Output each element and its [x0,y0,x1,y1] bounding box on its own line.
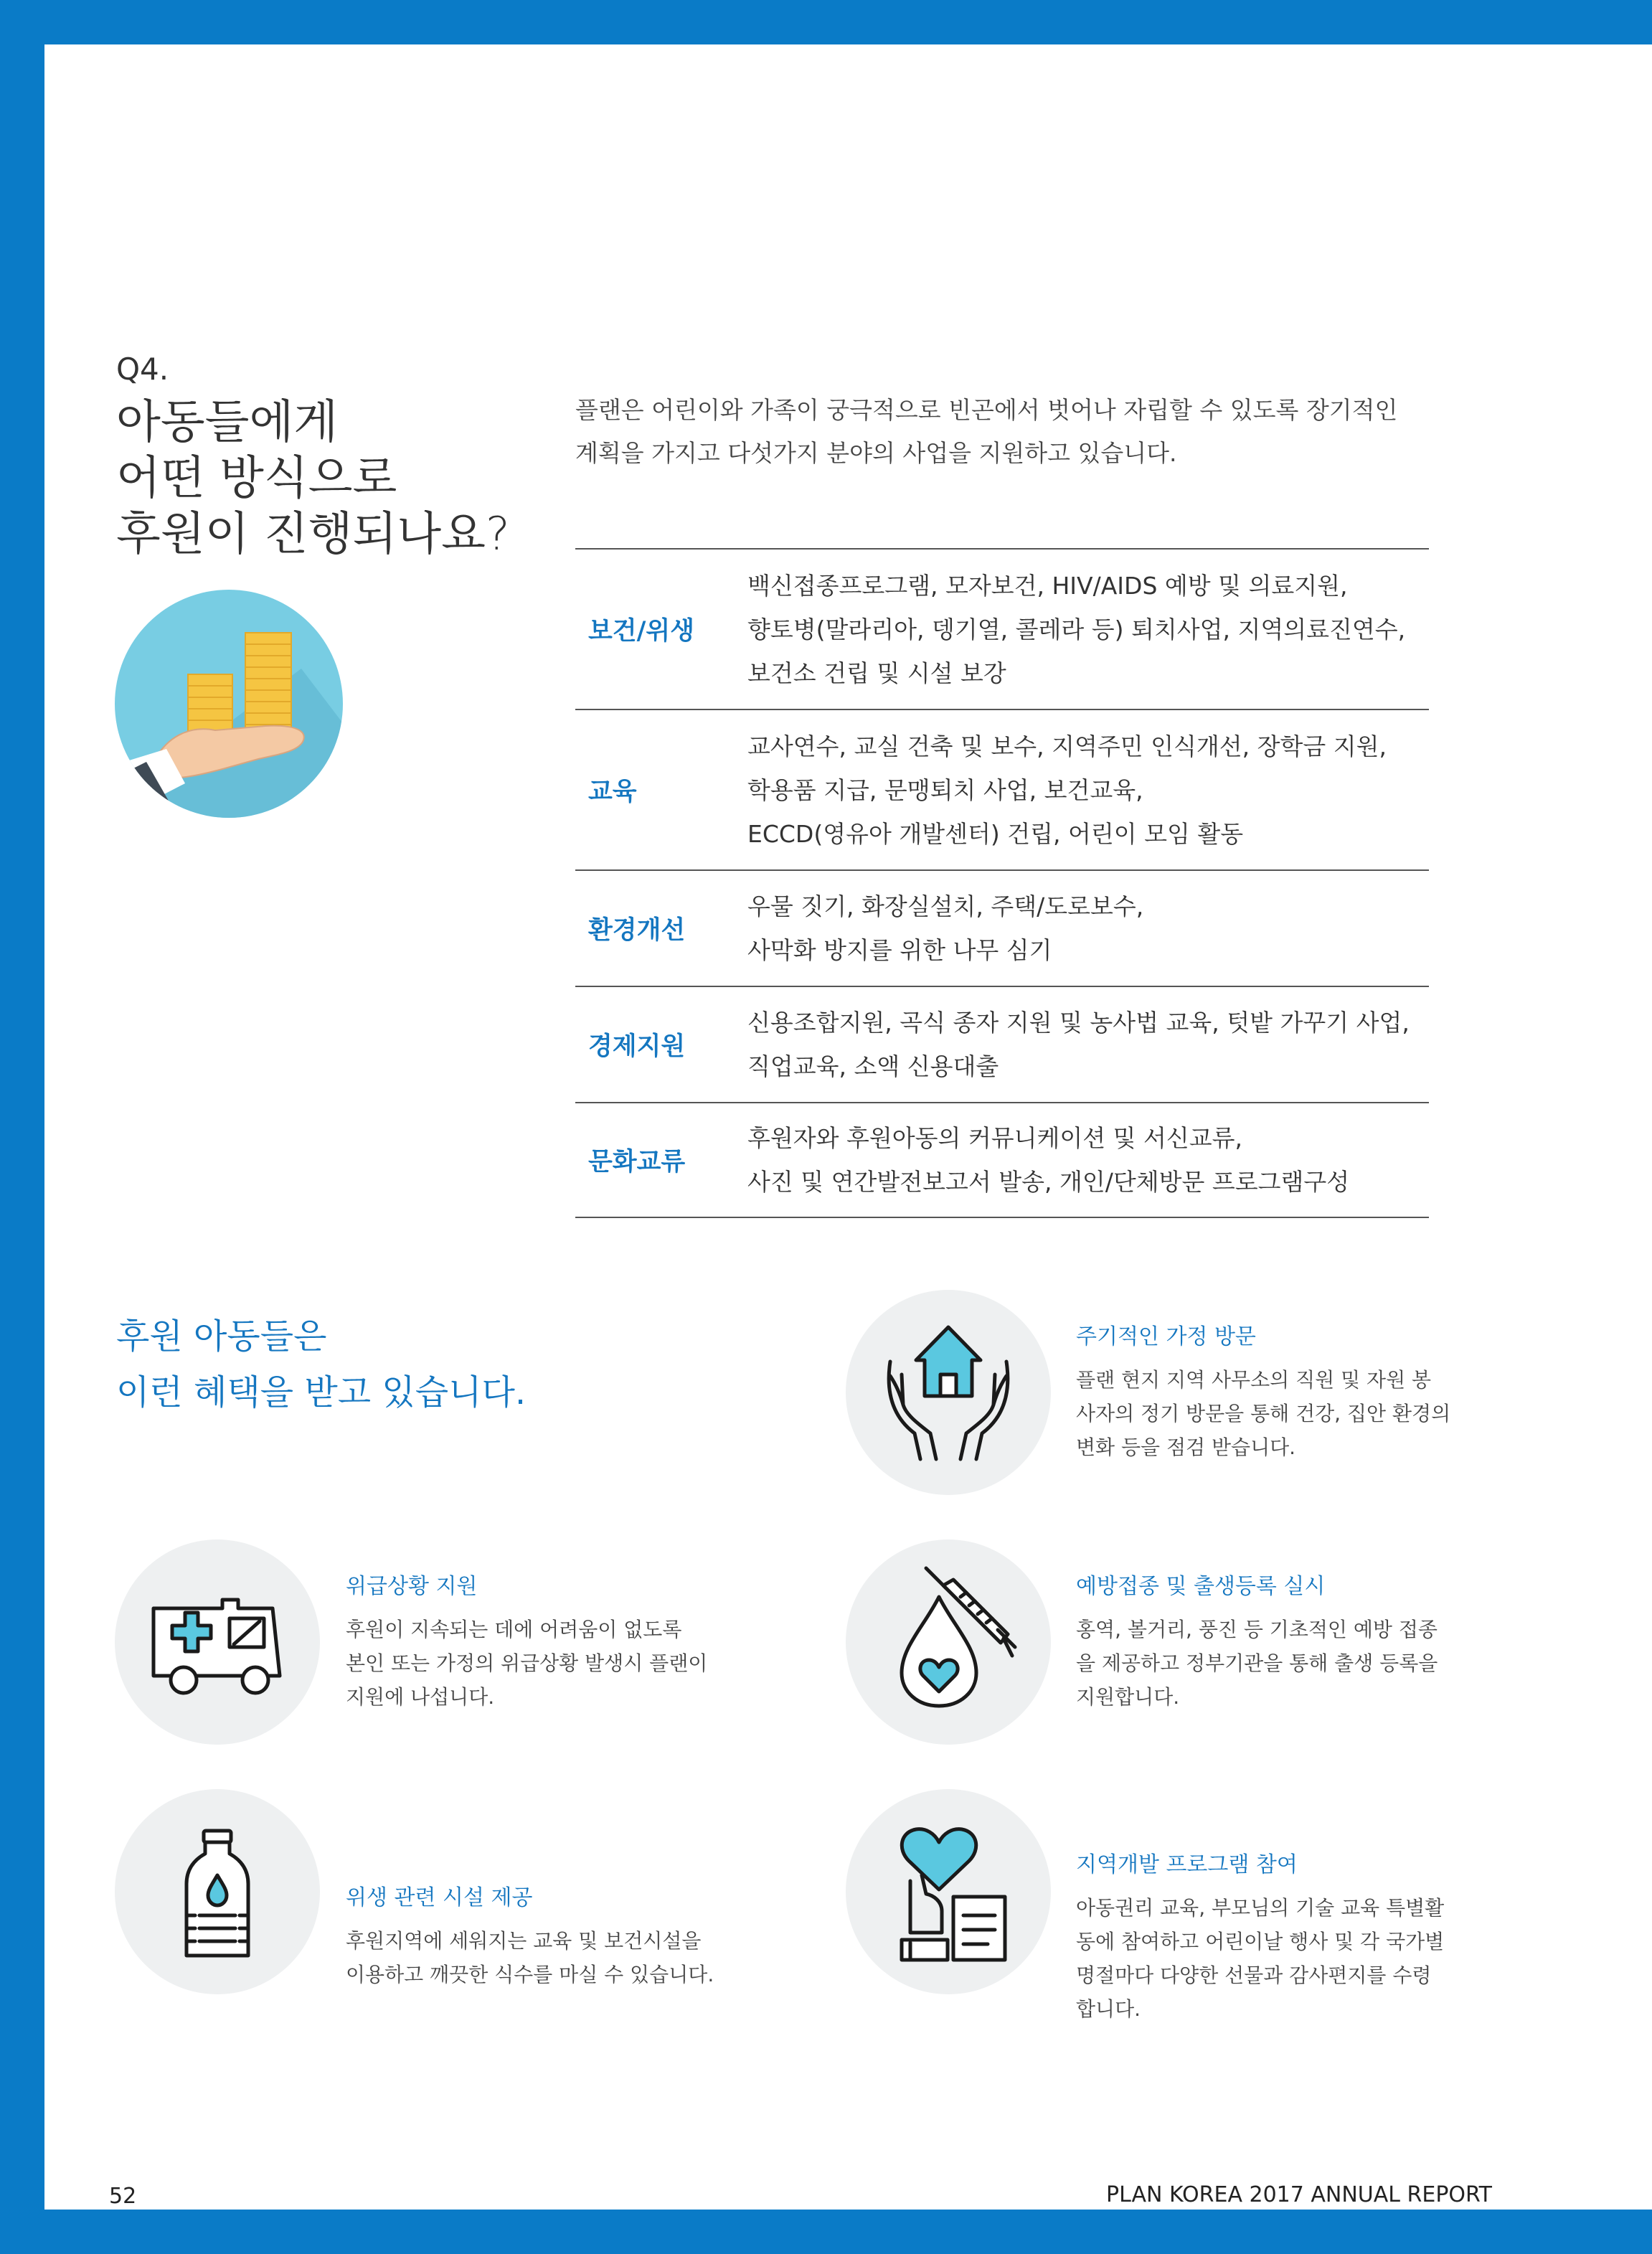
ambulance-icon [115,1539,320,1745]
program-category: 경제지원 [588,1032,686,1061]
program-line: 사막화 방지를 위한 나무 심기 [747,936,1052,964]
program-line: 직업교육, 소액 신용대출 [747,1052,999,1080]
program-description [747,725,1429,856]
community-line: 합니다. [1076,1997,1141,2021]
program-line: 우물 짓기, 화장실설치, 주택/도로보수, [747,892,1144,920]
syringe-drop-icon [846,1539,1051,1745]
sanitation-line: 후원지역에 세워지는 교육 및 보건시설을 [346,1929,702,1953]
community-line: 아동권리 교육, 부모님의 기술 교육 특별활 [1076,1896,1445,1920]
table-row [575,1102,1429,1218]
program-line: 보건소 건립 및 시설 보강 [747,659,1006,687]
program-description [747,1116,1429,1204]
home-visit-text [1076,1363,1450,1464]
question-title-line: 아동들에게 [116,396,339,449]
benefits-title [116,1308,526,1420]
program-category: 교육 [588,778,637,806]
home-visit-icon-circle [846,1290,1051,1495]
sanitation-icon-circle [115,1789,320,1994]
home-visit-line: 플랜 현지 지역 사무소의 직원 및 자원 봉 [1076,1368,1432,1392]
table-row [575,986,1429,1102]
question-title-line: 어떤 방식으로 [116,452,397,505]
program-line: 신용조합지원, 곡식 종자 지원 및 농사법 교육, 텃밭 가꾸기 사업, [747,1009,1410,1037]
program-line: 향토병(말라리아, 뎅기열, 콜레라 등) 퇴치사업, 지역의료진연수, [747,615,1406,643]
table-row [575,548,1429,709]
programs-table [575,548,1429,1218]
house-hands-icon [846,1290,1051,1495]
coins-hand-icon [115,590,343,818]
question-title-line: 후원이 진행되나요? [116,508,510,561]
table-row [575,869,1429,986]
benefits-title-line: 이런 혜택을 받고 있습니다. [116,1372,527,1413]
community-icon-circle [846,1789,1051,1994]
vaccination-icon-circle [846,1539,1051,1745]
program-line: ECCD(영유아 개발센터) 건립, 어린이 모임 활동 [747,819,1244,848]
emergency-icon-circle [115,1539,320,1745]
program-line: 사진 및 연간발전보고서 발송, 개인/단체방문 프로그램구성 [747,1168,1350,1196]
home-visit-line: 사자의 정기 방문을 통해 건강, 집안 환경의 [1076,1402,1451,1425]
vaccination-line: 홍역, 볼거리, 풍진 등 기초적인 예방 접종 [1076,1618,1438,1641]
coins-hand-illustration [115,590,343,818]
sanitation-title: 위생 관련 시설 제공 [346,1885,533,1910]
emergency-line: 본인 또는 가정의 위급상황 발생시 플랜이 [346,1651,708,1675]
question-title [116,395,510,562]
table-row [575,709,1429,869]
emergency-text [346,1613,707,1714]
vaccination-title: 예방접종 및 출생등록 실시 [1076,1574,1326,1599]
program-line: 학용품 지급, 문맹퇴치 사업, 보건교육, [747,775,1143,804]
heart-hand-document-icon [846,1789,1051,1994]
program-category: 보건/위생 [588,617,695,646]
vaccination-line: 지원합니다. [1076,1685,1180,1709]
community-line: 명절마다 다양한 선물과 감사편지를 수령 [1076,1963,1432,1987]
community-line: 동에 참여하고 어린이날 행사 및 각 국가별 [1076,1930,1445,1953]
vaccination-line: 을 제공하고 정부기관을 통해 출생 등록을 [1076,1651,1438,1675]
emergency-title: 위급상황 지원 [346,1574,478,1599]
question-label: Q4. [116,352,169,387]
program-line: 백신접종프로그램, 모자보건, HIV/AIDS 예방 및 의료지원, [747,571,1348,600]
program-line: 교사연수, 교실 건축 및 보수, 지역주민 인식개선, 장학금 지원, [747,732,1387,760]
program-category: 환경개선 [588,916,686,945]
program-line: 후원자와 후원아동의 커뮤니케이션 및 서신교류, [747,1124,1243,1152]
community-text [1076,1891,1444,2026]
sanitation-line: 이용하고 깨끗한 식수를 마실 수 있습니다. [346,1963,714,1986]
home-visit-line: 변화 등을 점검 받습니다. [1076,1435,1296,1459]
water-bottle-icon [115,1789,320,1994]
community-title: 지역개발 프로그램 참여 [1076,1852,1298,1877]
program-description [747,885,1429,972]
sanitation-text [346,1924,714,1991]
program-description [747,1001,1429,1088]
home-visit-title: 주기적인 가정 방문 [1076,1324,1256,1349]
intro-line: 계획을 가지고 다섯가지 분야의 사업을 지원하고 있습니다. [575,439,1177,467]
benefits-title-line: 후원 아동들은 [116,1316,327,1357]
emergency-line: 지원에 나섭니다. [346,1685,495,1709]
vaccination-text [1076,1613,1438,1714]
emergency-line: 후원이 지속되는 데에 어려움이 없도록 [346,1618,682,1641]
page-number: 52 [109,2184,137,2209]
program-description [747,564,1429,695]
program-category: 문화교류 [588,1148,686,1176]
page [44,44,1652,2210]
intro-text [575,389,1472,475]
report-title: PLAN KOREA 2017 ANNUAL REPORT [1106,2182,1493,2207]
intro-line: 플랜은 어린이와 가족이 궁극적으로 빈곤에서 벗어나 자립할 수 있도록 장기적인 [575,396,1398,424]
